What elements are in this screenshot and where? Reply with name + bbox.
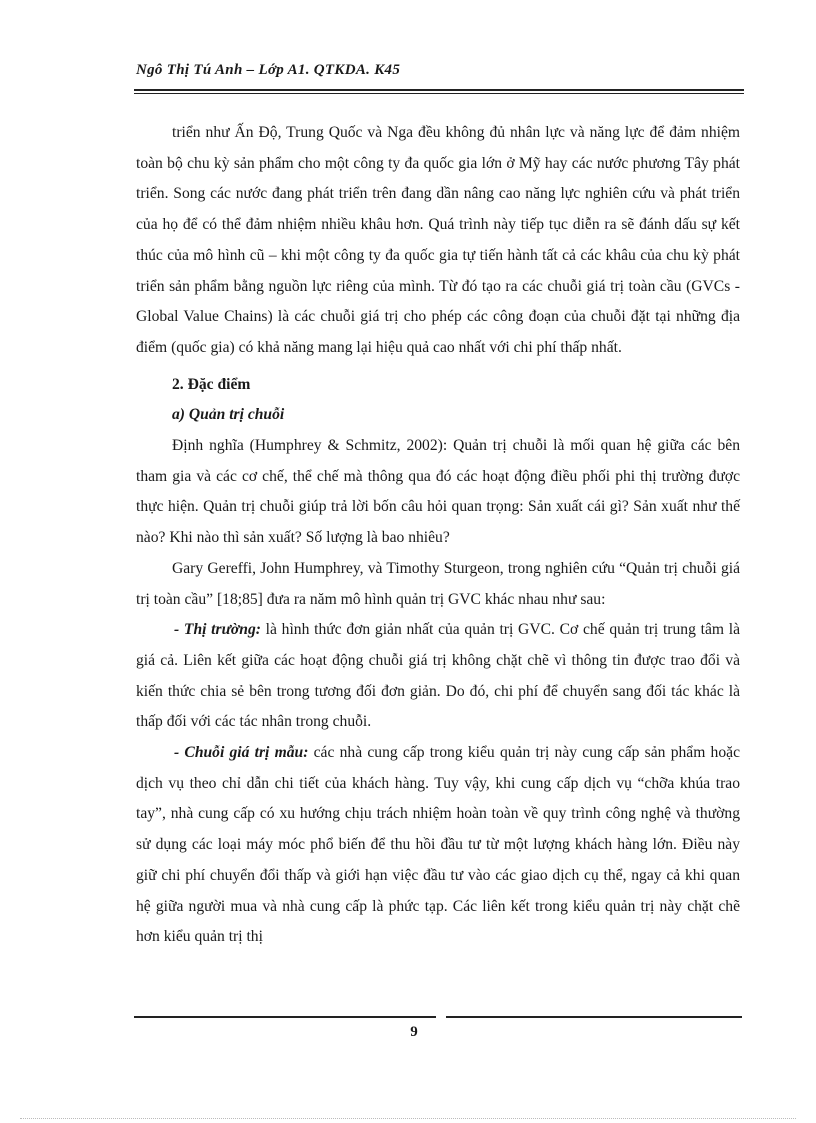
running-header: Ngô Thị Tú Anh – Lớp A1. QTKDA. K45 <box>136 62 401 78</box>
modular-text: các nhà cung cấp trong kiểu quản trị này cung cấp sản phẩm hoặc dịch vụ theo chỉ dẫn chi tiết của khách hàng. Tuy vậy, khi cung cấp dịch vụ “chỡa khúa trao tay”, nhà cung cấp có xu hướng chịu trách nhiệm hoàn toàn về quy trình công nghệ và thường sử dụng các loại máy móc phổ biến để thu hồi đầu tư từ một lượng khách hàng lớn. Điều này giữ chi phí chuyển đổi thấp và giới hạn việc đầu tư vào các giao dịch cụ thể, ngay cả khi quan hệ giữa người mua và nhà cung cấp là phức tạp. Các liên kết trong kiểu quản trị này chặt chẽ hơn kiểu quản trị thị <box>136 744 740 946</box>
section-heading: 2. Đặc điểm <box>172 375 251 393</box>
header-rule <box>134 89 744 91</box>
term-market: - Thị trường: <box>174 621 261 639</box>
page-edge-divider <box>20 1118 796 1119</box>
paragraph-definition: Định nghĩa (Humphrey & Schmitz, 2002): Quản trị chuỗi là mối quan hệ giữa các bên tham gia và các cơ chế, thể chế mà thông qua đó các hoạt động điều phối phi thị trường được thực hiện. Quản trị chuỗi giúp trả lời bốn câu hỏi quan trọng: Sản xuất cái gì? Sản xuất như thế nào? Khi nào thì sản xuất? Số lượng là bao nhiêu? <box>136 437 740 547</box>
header-rule-secondary <box>134 93 744 94</box>
paragraph-gereffi: Gary Gereffi, John Humphrey, và Timothy Sturgeon, trong nghiên cứu “Quản trị chuỗi giá trị toàn cầu” [18;85] đưa ra năm mô hình quản trị GVC khác nhau như sau: <box>136 559 740 608</box>
page-number: 9 <box>410 1024 418 1040</box>
footer-rule-right <box>446 1016 742 1018</box>
paragraph-market <box>136 615 740 738</box>
paragraph-modular <box>136 738 740 953</box>
subsection-heading: a) Quản trị chuỗi <box>172 406 285 424</box>
paragraph-intro: triển như Ấn Độ, Trung Quốc và Nga đều không đủ nhân lực và năng lực để đảm nhiệm toàn bộ chu kỳ sản phẩm cho một công ty đa quốc gia lớn ở Mỹ hay các nước phương Tây phát triển. Song các nước đang phát triển trên đang dần nâng cao năng lực nghiên cứu và phát triển của họ để có thể đảm nhiệm nhiều khâu hơn. Quá trình này tiếp tục diễn ra sẽ đánh dấu sự kết thúc của mô hình cũ – khi một công ty đa quốc gia tự tiến hành tất cả các khâu của chu kỳ phát triển sản phẩm bằng nguồn lực riêng của mình. Từ đó tạo ra các chuỗi giá trị toàn cầu (GVCs - Global Value Chains) là các chuỗi giá trị cho phép các công đoạn của chuỗi đặt tại những địa điểm (quốc gia) có khả năng mang lại hiệu quả cao nhất với chi phí thấp nhất. <box>136 124 740 356</box>
market-text: là hình thức đơn giản nhất của quản trị GVC. Cơ chế quản trị trung tâm là giá cả. Liên kết giữa các hoạt động chuỗi giá trị không chặt chẽ vì thông tin được trao đổi và kiến thức chia sẻ bên trong tương đối đơn giản. Do đó, chi phí để chuyển sang đối tác khác là thấp đối với các tác nhân trong chuỗi. <box>136 621 740 731</box>
page-body <box>136 118 740 953</box>
footer-rule-left <box>134 1016 436 1018</box>
term-modular: - Chuỗi giá trị mẫu: <box>174 744 309 762</box>
